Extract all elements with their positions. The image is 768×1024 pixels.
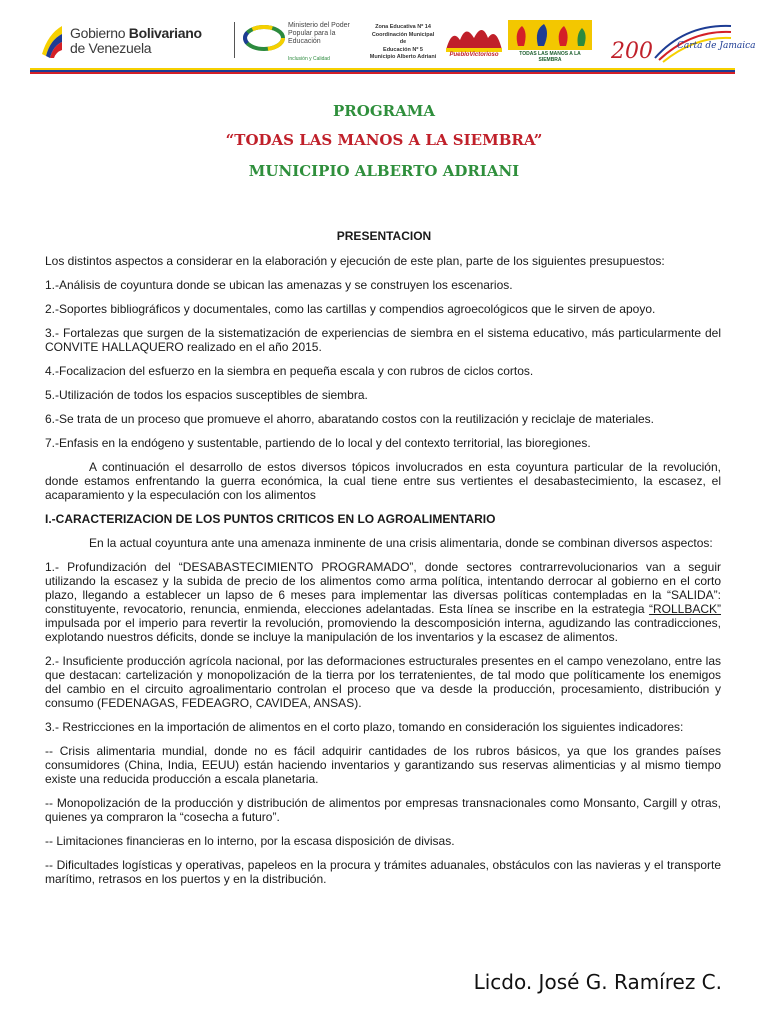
venezuela-flag-icon xyxy=(40,24,64,58)
paragraph-continuation: A continuación el desarrollo de estos diversos tópicos involucrados en esta coyuntura particular de la revolución, donde estamos enfrentando la guerra económica, la cual tiene entre sus vertientes el desabastecimiento, la escasez, el acaparamiento y la especulación con los alimentos xyxy=(45,460,721,502)
program-name: “TODAS LAS MANOS A LA SIEMBRA” xyxy=(225,131,543,149)
list-item: 1.-Análisis de coyuntura donde se ubican las amenazas y se construyen los escenarios. xyxy=(45,278,513,292)
bicentenario-logo xyxy=(595,18,756,66)
list-item: 5.-Utilización de todos los espacios susceptibles de siembra. xyxy=(45,388,368,402)
indicator-item: -- Crisis alimentaria mundial, donde no es fácil adquirir cantidades de los rubros básicos, ya que los grandes países consumidores (China, India, EEUU) están haciendo inventarios y garantizando sus reservas alimenticias y al mismo tiempo existe una reducida producción a escala planetaria. xyxy=(45,744,721,786)
indicator-item: -- Limitaciones financieras en lo interno, por la escasa disposición de divisas. xyxy=(45,834,455,848)
flag-stripe-divider xyxy=(30,68,735,74)
paragraph-intro: Los distintos aspectos a considerar en la elaboración y ejecución de este plan, parte de los siguientes presupuestos: xyxy=(45,254,665,268)
ministerio-logo-icon xyxy=(242,24,286,52)
header-divider xyxy=(234,22,235,58)
list-item: 2.-Soportes bibliográficos y documentales, como las cartillas y compendios agroecológicos que le sirven de apoyo. xyxy=(45,302,656,316)
gobierno-bolivariano-logo xyxy=(40,22,230,62)
program-title: PROGRAMA xyxy=(333,102,435,120)
list-item: 3.- Fortalezas que surgen de la sistematización de experiencias de siembra en el sistema educativo, más particularmente del CONVITE HALLAQUERO realizado en el año 2015. xyxy=(45,326,721,354)
ministerio-text: Ministerio del Poder Popular para la Educación xyxy=(288,22,350,45)
todas-las-manos-logo xyxy=(508,20,592,50)
author-signature: Licdo. José G. Ramírez C. xyxy=(473,970,722,994)
ministerio-tagline: Inclusión y Calidad xyxy=(288,56,330,62)
indicator-item: -- Monopolización de la producción y distribución de alimentos por empresas transnacionales como Monsanto, Cargill y otras, quienes ya compraron la “cosecha a futuro”. xyxy=(45,796,721,824)
bicentenario-tagline: Carta de Jamaica xyxy=(677,41,756,51)
list-item: 7.-Enfasis en la endógeno y sustentable, partiendo de lo local y del contexto territorial, las bioregiones. xyxy=(45,436,591,450)
zona-educativa-text: Zona Educativa Nº 14 Coordinación Municipal de Educación Nº 5 Municipio Alberto Adriani xyxy=(369,24,437,60)
todas-las-manos-text: TODAS LAS MANOS A LA SIEMBRA xyxy=(519,51,581,63)
header-banner xyxy=(30,16,756,66)
rollback-term: “ROLLBACK” xyxy=(648,602,721,616)
section-heading-caracterizacion: I.-CARACTERIZACION DE LOS PUNTOS CRITICOS EN LO AGROALIMENTARIO xyxy=(45,512,496,526)
program-municipality: MUNICIPIO ALBERTO ADRIANI xyxy=(248,162,520,180)
list-item: 6.-Se trata de un proceso que promueve el ahorro, abaratando costos con la reutilización y reciclaje de materiales. xyxy=(45,412,655,426)
paragraph-coyuntura: En la actual coyuntura ante una amenaza inminente de una crisis alimentaria, donde se combinan diversos aspectos: xyxy=(89,536,713,550)
gobierno-text: Gobierno Bolivariano de Venezuela xyxy=(70,25,202,56)
list-item-desabastecimiento: 1.- Profundización del “DESABASTECIMIENTO PROGRAMADO”, donde sectores contrarrevolucionarios van a seguir utilizando la escasez y la subida de precio de los alimentos como arma política, intentando derrocar al gobierno en el corto plazo, llegando a establecer un lapso de 6 meses para implementar las diversas políticas contempladas en la “SALIDA”: constituyente, revocatorio, renuncia, enmienda, elecciones adelantadas. Esta línea se inscribe en la estrategia “ROLLBACK” impulsada por el imperio para revertir la revolución, promoviendo la descomposición interna, agudizando las contradicciones, explotando nuestros déficits, donde se incluye la manipulación de los inventarios y la escasez de alimentos. xyxy=(45,560,721,644)
list-item: 3.- Restricciones en la importación de alimentos en el corto plazo, tomando en consideración los siguientes indicadores: xyxy=(45,720,684,734)
pueblo-victorioso-text: PuebloVictorioso xyxy=(449,52,499,58)
list-item: 2.- Insuficiente producción agrícola nacional, por las deformaciones estructurales presentes en el campo venezolano, entre las que destacan: cartelización y monopolización de la tierra por los terratenientes, de tal modo que políticamente los enemigos del cambio en el circuito agroalimentario controlan el proceso que va desde la producción, procesamiento, distribución y consumo (FEDENAGAS, FEDEAGRO, CAVIDEA, ANSAS). xyxy=(45,654,721,710)
indicator-item: -- Dificultades logísticas y operativas, papeleos en la procura y trámites aduanales, obstáculos con las navieras y el transporte marítimo, retrasos en los puertos y en la distribución. xyxy=(45,858,721,886)
hands-icon xyxy=(508,20,592,50)
bicentenario-number: 200 xyxy=(611,39,653,64)
list-item: 4.-Focalizacion del esfuerzo en la siembra en pequeña escala y con rubros de ciclos cortos. xyxy=(45,364,534,378)
presentacion-heading: PRESENTACION xyxy=(336,229,432,243)
document-body xyxy=(45,254,721,896)
